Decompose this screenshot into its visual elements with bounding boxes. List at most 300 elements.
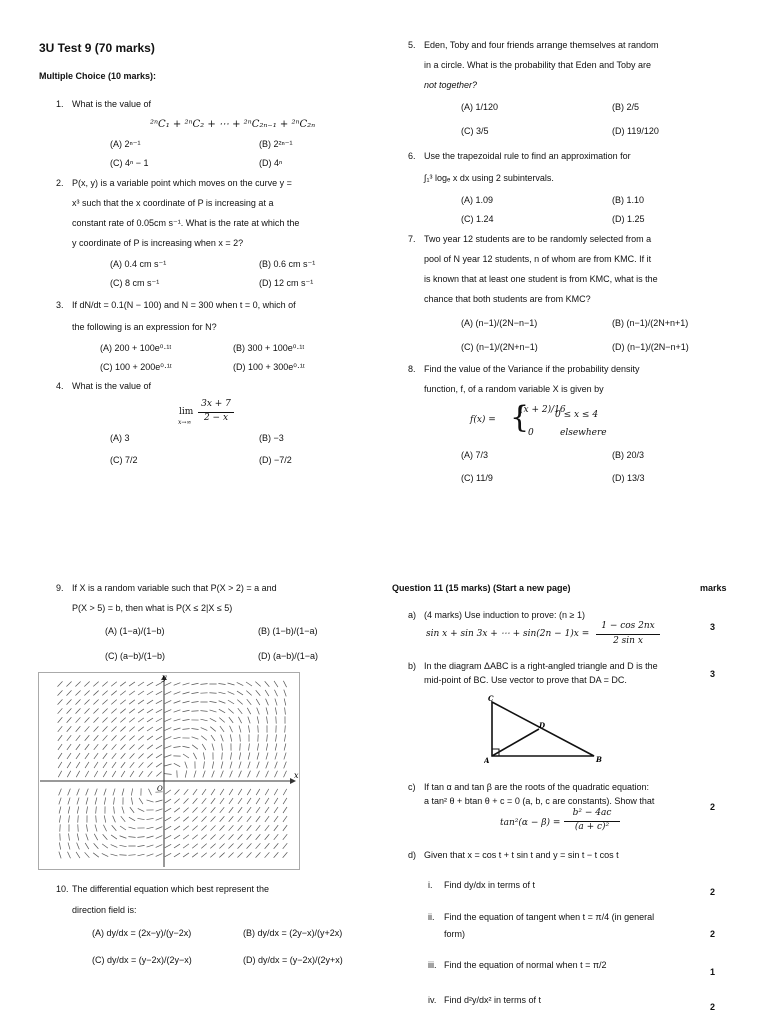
slope-segment [257,743,258,750]
slope-segment [75,690,80,695]
q11div-text: Find d²y/dx² in terms of t [444,995,542,1005]
q11a-fraction-bar [596,634,660,635]
slope-segment [138,753,143,758]
slope-segment [193,798,198,803]
slope-segment [138,709,144,713]
q11c-denominator: (a + c)² [574,822,610,832]
q11a-label: a) [408,610,417,620]
slope-segment [256,690,261,696]
slope-segment [191,711,198,712]
slope-segment [284,734,285,741]
slope-segment [58,699,63,704]
q11a-numerator: 1 − cos 2nx [601,621,655,631]
q3-line-2: the following is an expression for N? [72,322,217,332]
q10-line-1: The differential equation which best represent the [72,884,269,894]
slope-segment [121,753,126,758]
slope-segment [238,834,243,839]
slope-segment [237,852,242,857]
slope-segment [138,691,144,695]
slope-segment [67,708,72,713]
slope-segment [283,834,287,840]
slope-segment [174,692,181,695]
q3-line-1: If dN/dt = 0.1(N − 100) and N = 300 when t = 0, which of [72,300,296,310]
q8-option-d: (D) 13/3 [612,473,645,483]
slope-segment [230,771,233,778]
slope-segment [58,708,63,713]
q5-option-d: (D) 119/120 [612,126,659,136]
slope-segment [129,727,134,732]
slope-segment [212,744,214,751]
q9-option-d: (D) (a−b)/(1−a) [258,651,319,661]
q2-option-c: (C) 8 cm s⁻¹ [110,278,160,288]
slope-segment [156,818,163,821]
slope-segment [183,701,190,703]
slope-segment [265,789,269,795]
q11dii-line-2: form) [444,929,465,939]
slope-segment [185,770,187,777]
slope-segment [84,699,89,704]
slope-segment [165,755,172,757]
q3-option-c: (C) 100 + 200e⁰·¹ᵗ [100,362,172,372]
slope-segment [114,797,115,804]
slope-segment [59,842,60,849]
slope-segment [102,853,108,856]
marks-heading: marks [700,583,727,593]
slope-segment [256,798,260,804]
slope-segment [238,825,243,830]
slope-segment [183,808,188,813]
slope-segment [94,753,98,759]
q7-line-1: Two year 12 students are to be randomly selected from a [424,234,652,244]
slope-segment [228,700,234,704]
slope-segment [77,843,80,850]
slope-segment [238,717,241,723]
q7-option-d: (D) (n−1)/(2N−n+1) [612,342,689,352]
q11dii-mark: 2 [710,929,716,939]
slope-segment [200,711,207,712]
slope-segment [66,681,71,686]
slope-segment [248,753,250,760]
slope-segment [76,726,81,731]
q11div-mark: 2 [710,1002,716,1012]
slope-segment [85,735,90,741]
slope-segment [265,798,269,804]
slope-segment [210,727,216,732]
slope-segment [201,826,206,831]
slope-segment [191,729,198,730]
q4-option-d: (D) −7/2 [259,455,292,465]
slope-segment [165,817,171,821]
slope-segment [156,827,163,830]
slope-segment [247,789,251,795]
slope-segment [84,708,89,713]
slope-segment [104,815,105,822]
slope-segment [284,771,287,778]
slope-segment [85,771,89,777]
slope-segment [221,735,224,742]
slope-segment [284,753,286,760]
slope-segment [130,762,134,768]
slope-segment [183,798,188,803]
q6-line-2: ∫₁³ logₑ x dx using 2 subintervals. [424,173,554,183]
q5-number: 5. [408,40,416,50]
slope-segment [266,771,269,778]
slope-segment [102,844,108,848]
slope-segment [284,690,286,697]
slope-segment [175,789,180,794]
slope-segment [220,807,224,813]
slope-segment [222,752,223,759]
slope-segment [147,736,153,740]
slope-segment [58,762,62,768]
slope-segment [192,745,198,749]
slope-segment [256,816,260,822]
q11a-text: (4 marks) Use induction to prove: (n ≥ 1) [424,610,585,620]
slope-segment [156,718,162,722]
q2-option-a: (A) 0.4 cm s⁻¹ [110,259,167,269]
q1-expression: ²ⁿC₁ + ²ⁿC₂ + ⋯ + ²ⁿC₂ₙ₋₁ + ²ⁿC₂ₙ [150,119,316,130]
slope-segment [120,727,125,732]
q7-line-4: chance that both students are from KMC? [424,294,591,304]
slope-segment [122,807,124,814]
slope-segment [129,709,135,713]
slope-segment [122,789,124,796]
slope-segment [156,836,163,839]
slope-segment [265,825,269,831]
slope-segment [256,825,260,831]
slope-segment [156,700,162,703]
slope-segment [128,855,135,856]
slope-segment [210,825,215,830]
slope-segment [85,744,89,750]
vertex-d-label: D [539,721,546,730]
slope-segment [284,698,286,705]
slope-segment [120,700,126,705]
slope-segment [68,798,70,805]
slope-segment [113,789,115,796]
slope-segment [112,753,116,759]
slope-segment [203,771,205,778]
q6-option-c: (C) 1.24 [461,214,494,224]
slope-segment [102,700,107,705]
slope-segment [247,825,252,831]
slope-segment [230,762,232,769]
slope-segment [283,789,287,795]
slope-segment [94,717,99,722]
slope-segment [210,835,215,840]
slope-segment [147,836,154,838]
slope-segment [86,789,89,796]
slope-segment [228,852,233,857]
slope-segment [229,834,234,839]
slope-segment [283,843,288,849]
slope-segment [156,800,163,802]
slope-segment [183,692,190,694]
q8-option-a: (A) 7/3 [461,450,489,460]
slope-segment [67,762,71,768]
slope-segment [69,815,70,822]
slope-segment [257,753,259,760]
slope-segment [274,843,279,849]
slope-segment [238,708,242,714]
slope-segment [77,798,79,805]
slope-segment [58,726,62,732]
q11diii-label: iii. [428,960,437,970]
slope-segment [165,799,171,803]
slope-segment [248,725,249,732]
slope-segment [96,806,97,813]
slope-segment [112,744,117,749]
slope-segment [67,726,72,732]
slope-segment [69,833,70,840]
slope-segment [255,682,260,687]
slope-segment [228,683,235,685]
q4-option-c: (C) 7/2 [110,455,138,465]
slope-segment [58,717,63,723]
slope-segment [58,735,62,741]
slope-segment [146,827,153,829]
slope-segment [265,852,270,857]
slope-segment [246,682,252,686]
q8-piece-1: (x + 2)/16 [520,405,566,415]
slope-segment [192,844,198,848]
slope-segment [183,835,189,839]
slope-segment [229,816,234,822]
q9-line-1: If X is a random variable such that P(X > 2) = a and [72,583,277,593]
q11a-denominator: 2 sin x [613,636,643,646]
q7-number: 7. [408,234,416,244]
slope-segment [219,853,224,858]
slope-segment [218,692,225,694]
q2-line-4: y coordinate of P is increasing when x = 2? [72,238,244,248]
slope-segment [68,789,71,796]
slope-segment [102,709,107,714]
slope-segment [67,717,72,722]
slope-segment [120,826,126,830]
slope-segment [121,762,125,768]
q11di-mark: 2 [710,887,716,897]
slope-segment [95,798,97,805]
slope-segment [147,845,154,847]
slope-segment [139,771,143,777]
slope-segment [192,835,198,840]
q3-option-b: (B) 300 + 100e⁰·¹ᵗ [233,343,305,353]
slope-segment [138,808,144,811]
slope-segment [192,826,197,831]
slope-segment [103,726,108,731]
slope-segment [238,807,242,813]
multiple-choice-heading: Multiple Choice (10 marks): [39,71,157,81]
q10-option-a: (A) dy/dx = (2x−y)/(y−2x) [92,928,192,938]
q7-line-2: pool of N year 12 students, n of whom are from KMC. If it [424,254,652,264]
slope-segment [75,682,80,687]
slope-segment [58,690,63,695]
slope-segment [104,789,106,796]
slope-segment [218,684,225,685]
slope-segment [229,798,233,804]
slope-segment [164,774,171,775]
slope-segment [86,824,87,831]
slope-segment [193,753,196,759]
slope-segment [219,834,224,839]
slope-segment [174,728,181,730]
slope-segment [202,744,206,750]
slope-segment [156,691,162,694]
slope-segment [156,736,162,740]
slope-segment [111,691,117,696]
slope-segment [165,719,172,722]
slope-segment [129,691,135,695]
q10-option-c: (C) dy/dx = (y−2x)/(2y−x) [92,955,192,965]
slope-segment [247,699,252,705]
slope-segment [137,837,144,838]
slope-segment [165,737,172,740]
slope-segment [200,684,207,685]
slope-segment [257,762,259,769]
slope-segment [128,837,135,838]
slope-segment [165,790,171,794]
q1-number: 1. [56,99,64,109]
slope-segment [193,789,197,795]
slope-segment [165,682,172,685]
slope-segment [165,844,171,847]
q9-number: 9. [56,583,64,593]
slope-segment [219,709,225,713]
slope-segment [147,709,153,713]
slope-segment [85,843,89,849]
slope-segment [265,690,269,696]
slope-segment [212,761,213,768]
direction-field-diagram [38,672,300,870]
slope-segment [192,853,198,857]
q5-option-a: (A) 1/120 [461,102,499,112]
slope-segment [256,852,261,857]
q11a-mark: 3 [710,622,716,632]
slope-segment [94,762,98,768]
slope-segment [165,853,171,856]
slope-segment [201,816,206,821]
slope-segment [174,701,181,703]
q11b-mark: 3 [710,669,716,679]
slope-segment [219,701,226,703]
q10-line-2: direction field is: [72,905,137,915]
slope-segment [119,845,126,846]
slope-segment [148,789,151,796]
slope-segment [147,800,154,802]
slope-segment [194,771,196,778]
slope-segment [211,798,215,804]
slope-segment [86,834,88,841]
slope-segment [229,807,233,813]
q5-option-b: (B) 2/5 [612,102,640,112]
slope-segment [111,835,117,839]
slope-segment [156,772,161,777]
slope-segment [156,745,162,749]
slope-segment [76,735,80,741]
slope-segment [174,853,180,857]
slope-segment [59,815,60,822]
slope-segment [174,719,181,721]
slope-segment [58,744,62,750]
q4-numerator: 3x + 7 [201,399,231,409]
slope-segment [204,761,205,768]
slope-segment [156,754,162,758]
q11d-text: Given that x = cos t + t sin t and y = sin t − t cos t [424,850,619,860]
slope-segment [111,854,118,856]
q6-number: 6. [408,151,416,161]
slope-segment [68,806,70,813]
slope-segment [111,845,118,848]
slope-segment [85,717,90,722]
slope-segment [183,844,189,848]
slope-segment [130,771,134,777]
slope-segment [129,744,134,749]
slope-segment [67,744,71,750]
slope-segment [256,843,261,848]
slope-segment [120,836,127,838]
slope-segment [275,734,276,741]
slope-segment [192,817,197,822]
slope-segment [211,735,215,741]
slope-segment [174,683,181,686]
slope-segment [200,719,207,721]
slope-segment [274,816,278,822]
slope-segment [265,843,270,848]
slope-segment [220,825,225,830]
slope-segment [84,682,89,687]
slope-segment [102,717,107,722]
slope-segment [156,809,163,811]
slope-segment [174,763,180,766]
slope-segment [130,807,134,813]
slope-segment [256,789,260,795]
slope-segment [165,746,172,749]
slope-segment [192,807,197,812]
slope-segment [67,735,71,741]
slope-segment [129,682,135,686]
slope-segment [174,799,179,804]
slope-segment [138,700,144,704]
q4-option-b: (B) −3 [259,433,284,443]
slope-segment [111,682,117,687]
slope-segment [201,844,206,849]
slope-segment [120,691,126,695]
triangle-abc-diagram [484,692,604,766]
slope-segment [165,700,172,703]
q1-text: What is the value of [72,99,152,109]
slope-segment [258,725,259,732]
slope-segment [66,690,71,695]
slope-segment [146,818,153,819]
slope-segment [274,807,278,813]
slope-segment [220,798,224,804]
q7-line-3: is known that at least one student is from KMC, what is the [424,274,658,284]
slope-segment [184,789,188,795]
slope-segment [239,771,242,778]
slope-segment [111,726,116,731]
q3-option-d: (D) 100 + 300e⁰·¹ᵗ [233,362,305,372]
slope-segment [191,702,198,703]
q8-line-2: function, f, of a random variable X is given by [424,384,604,394]
slope-segment [182,710,189,712]
slope-segment [275,743,277,750]
slope-segment [95,825,97,832]
slope-segment [256,834,261,840]
slope-segment [156,682,162,685]
slope-segment [247,708,250,714]
slope-segment [183,817,189,822]
slope-segment [112,762,116,768]
